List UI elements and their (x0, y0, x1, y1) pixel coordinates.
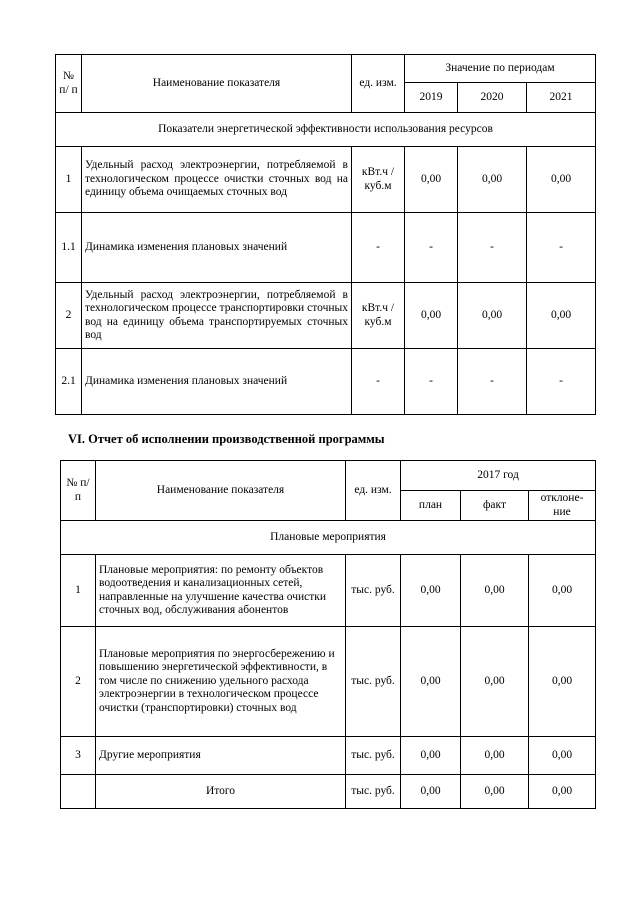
table-row (56, 283, 596, 349)
header-periods: Значение по периодам (405, 55, 596, 83)
total-row (61, 775, 596, 809)
row-plan: 0,00 (401, 555, 461, 627)
table-row (56, 213, 596, 283)
header-unit: ед. изм. (346, 461, 401, 521)
row-plan: 0,00 (401, 627, 461, 737)
row-number: 2 (56, 283, 82, 349)
row-unit: тыс. руб. (346, 555, 401, 627)
row-number: 3 (61, 737, 96, 775)
row-value: 0,00 (458, 147, 527, 213)
row-deviation: 0,00 (529, 737, 596, 775)
row-unit: - (352, 349, 405, 415)
row-unit: тыс. руб. (346, 737, 401, 775)
row-name: Динамика изменения плановых значений (82, 213, 352, 283)
row-unit: тыс. руб. (346, 775, 401, 809)
row-value: 0,00 (405, 147, 458, 213)
energy-efficiency-table (55, 54, 596, 415)
row-plan: 0,00 (401, 737, 461, 775)
table-row (56, 147, 596, 213)
header-year: 2021 (527, 83, 596, 113)
row-number: 1.1 (56, 213, 82, 283)
header-plan: план (401, 491, 461, 521)
row-value: 0,00 (527, 147, 596, 213)
row-value: - (458, 213, 527, 283)
section-heading: VI. Отчет об исполнении производственной программы (68, 432, 385, 446)
header-year: 2020 (458, 83, 527, 113)
total-label: Итого (96, 775, 346, 809)
row-number: 2.1 (56, 349, 82, 415)
row-name: Другие мероприятия (96, 737, 346, 775)
row-deviation: 0,00 (529, 627, 596, 737)
table-row (61, 737, 596, 775)
header-fact: факт (461, 491, 529, 521)
row-name: Удельный расход электроэнергии, потребляемой в технологическом процессе транспортировки сточных вод на единицу объема транспортируемых сточных вод (82, 283, 352, 349)
header-deviation: отклоне-ние (529, 491, 596, 521)
row-name: Плановые мероприятия: по ремонту объектов водоотведения и канализационных сетей, направленные на улучшение качества очистки сточных вод, обслуживания абонентов (96, 555, 346, 627)
header-indicator-name: Наименование показателя (82, 55, 352, 113)
row-value: - (405, 349, 458, 415)
header-unit: ед. изм. (352, 55, 405, 113)
table-row (61, 627, 596, 737)
row-unit: кВт.ч / куб.м (352, 283, 405, 349)
table-row (61, 555, 596, 627)
row-number (61, 775, 96, 809)
production-program-report-table (60, 460, 596, 809)
row-fact: 0,00 (461, 555, 529, 627)
row-unit: кВт.ч / куб.м (352, 147, 405, 213)
row-deviation: 0,00 (529, 555, 596, 627)
header-indicator-name: Наименование показателя (96, 461, 346, 521)
section-row: Показатели энергетической эффективности использования ресурсов (56, 113, 596, 147)
row-deviation: 0,00 (529, 775, 596, 809)
row-value: 0,00 (527, 283, 596, 349)
row-unit: - (352, 213, 405, 283)
table-row (56, 349, 596, 415)
row-name: Динамика изменения плановых значений (82, 349, 352, 415)
header-number: № п/ п (56, 55, 82, 113)
row-plan: 0,00 (401, 775, 461, 809)
row-fact: 0,00 (461, 775, 529, 809)
row-value: 0,00 (405, 283, 458, 349)
section-row: Плановые мероприятия (61, 521, 596, 555)
row-value: - (405, 213, 458, 283)
header-year: 2019 (405, 83, 458, 113)
row-name: Удельный расход электроэнергии, потребляемой в технологическом процессе очистки сточных вод на единицу объема очищаемых сточных вод (82, 147, 352, 213)
header-number: № п/п (61, 461, 96, 521)
row-unit: тыс. руб. (346, 627, 401, 737)
row-number: 2 (61, 627, 96, 737)
row-number: 1 (56, 147, 82, 213)
row-fact: 0,00 (461, 737, 529, 775)
header-year: 2017 год (401, 461, 596, 491)
row-name: Плановые мероприятия по энергосбережению и повышению энергетической эффективности, в том числе по снижению удельного расхода электроэнергии в технологическом процессе очистки (транспортировки) сточных вод (96, 627, 346, 737)
row-value: 0,00 (458, 283, 527, 349)
row-value: - (527, 213, 596, 283)
row-value: - (527, 349, 596, 415)
row-value: - (458, 349, 527, 415)
row-number: 1 (61, 555, 96, 627)
row-fact: 0,00 (461, 627, 529, 737)
